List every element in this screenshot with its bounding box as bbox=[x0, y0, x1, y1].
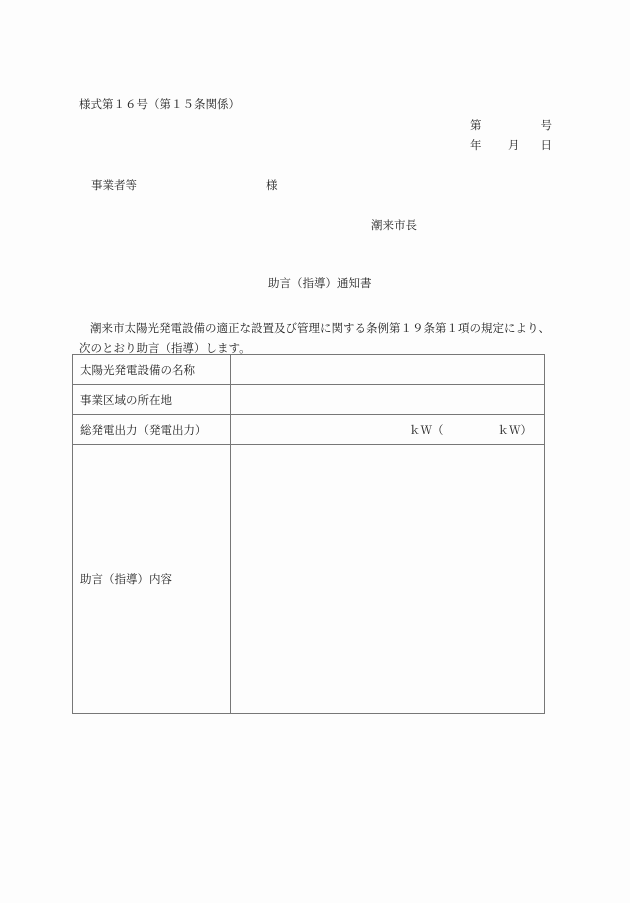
total-output-label: 総発電出力（発電出力） bbox=[73, 415, 231, 445]
form-number: 様式第１６号（第１５条関係） bbox=[79, 97, 240, 111]
output-unit-2: ｋＷ） bbox=[497, 422, 532, 437]
table-row bbox=[73, 355, 545, 385]
location-label: 事業区域の所在地 bbox=[73, 385, 231, 415]
date-year: 年 bbox=[470, 138, 482, 152]
body-line-1: 潮来市太陽光発電設備の適正な設置及び管理に関する条例第１９条第１項の規定により、 bbox=[90, 321, 550, 335]
advice-form-table bbox=[72, 354, 545, 714]
recipient-honorific: 様 bbox=[266, 178, 278, 192]
table-row bbox=[73, 385, 545, 415]
document-title: 助言（指導）通知書 bbox=[268, 276, 372, 290]
total-output-field bbox=[231, 415, 545, 445]
output-unit-1: ｋＷ（ bbox=[409, 422, 444, 437]
number-prefix: 第 bbox=[470, 118, 482, 132]
date-month: 月 bbox=[508, 138, 520, 152]
advice-content-field bbox=[231, 445, 545, 714]
advice-content-label: 助言（指導）内容 bbox=[73, 445, 231, 714]
number-suffix: 号 bbox=[540, 118, 552, 132]
table-row bbox=[73, 445, 545, 714]
location-field bbox=[231, 385, 545, 415]
table-row bbox=[73, 415, 545, 445]
facility-name-field bbox=[231, 355, 545, 385]
body-text bbox=[79, 318, 559, 358]
date-day: 日 bbox=[540, 138, 552, 152]
body-line-2: 次のとおり助言（指導）します。 bbox=[79, 341, 251, 355]
sender: 潮来市長 bbox=[371, 218, 417, 232]
facility-name-label: 太陽光発電設備の名称 bbox=[73, 355, 231, 385]
recipient-label: 事業者等 bbox=[91, 178, 137, 192]
